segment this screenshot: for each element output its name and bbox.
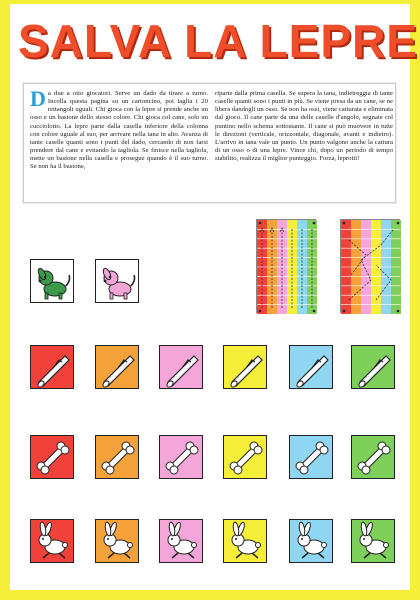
rabbit-token-orange xyxy=(95,519,139,563)
board-schema-2 xyxy=(340,219,400,313)
rabbit-token-blue xyxy=(289,519,333,563)
rules-box xyxy=(23,83,396,203)
bone-token-pink xyxy=(159,435,203,479)
stick-token-green xyxy=(351,345,395,389)
bone-token-green xyxy=(351,435,395,479)
corner-dot xyxy=(259,310,262,313)
dog-token-pink xyxy=(95,259,139,303)
rabbit-token-yellow xyxy=(223,519,267,563)
corner-dot xyxy=(259,222,262,225)
bone-token-orange xyxy=(95,435,139,479)
stick-token-pink xyxy=(159,345,203,389)
rules-column-left xyxy=(30,86,208,172)
bone-token-red xyxy=(30,435,74,479)
rabbit-token-red xyxy=(30,519,74,563)
dog-token-green xyxy=(30,259,74,303)
corner-dot xyxy=(397,310,400,313)
stick-token-yellow xyxy=(223,345,267,389)
rules-column-right: riparte dalla prima casella. Se supera la tana, indietreggia di tante caselle quanti sono i punti in più. Se viene presa da un cane, se ne libera dandogli un osso. Se non ha ossi, viene catturata e eliminata dal gioco. Il cane parte da una delle caselle d'angolo, segnate col puntino nello schema sottostante. Il cane si può muovere in tutte le direzioni (verticale, orizzontale, diagonale, avanti e indietro). L'arrivo in tana vale un punto. Un punto valgono anche la cattura di un osso o di una lepre. Vince chi, dopo un periodo di tempo stabilito, realizza il miglior punteggio. Forza, leprotti! xyxy=(215,90,393,163)
board-schema-1 xyxy=(256,219,316,313)
corner-dot xyxy=(397,222,400,225)
stick-token-blue xyxy=(289,345,333,389)
rules-text-left: a due a otto giocatori. Serve un dado da tirare a turno. Incolla questa pagina su un cartoncino, poi taglia i 20 rettangoli uguali. Chi gioca con la lepre si prende anche un osso e un bastone dello stesso colore. Chi gioca col cane, solo un cucciolotto. La lepre parte dalla casella inferiore della colonna con colore uguale al suo, per arrivare nella tana in alto. Avanza di tante caselle quanti sono i punti del dado, cercando di non farsi prendere dal cane e evitando la tagliola. Se finisce nella tagliola, mette un bastone nella casella e prosegue quando è il suo turno. Se non ha il bastone, xyxy=(30,90,208,171)
corner-dot xyxy=(343,310,346,313)
corner-dot xyxy=(343,222,346,225)
dropcap: D xyxy=(30,86,46,111)
bone-token-yellow xyxy=(223,435,267,479)
rabbit-token-pink xyxy=(159,519,203,563)
corner-dot xyxy=(313,310,316,313)
page-title: SALVA LA LEPRE xyxy=(18,15,418,67)
stick-token-red xyxy=(30,345,74,389)
bone-token-blue xyxy=(289,435,333,479)
stick-token-orange xyxy=(95,345,139,389)
rabbit-token-green xyxy=(351,519,395,563)
corner-dot xyxy=(313,222,316,225)
